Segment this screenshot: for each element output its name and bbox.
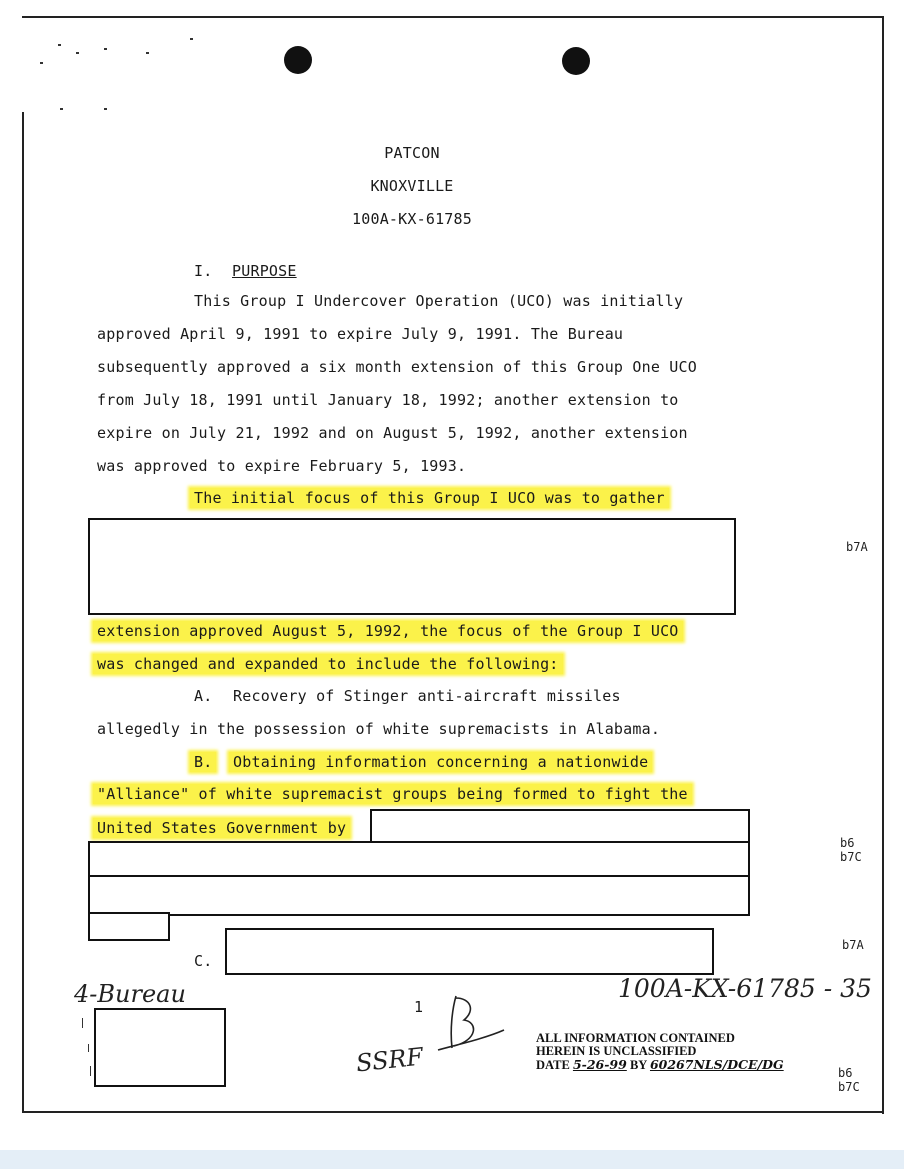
declassification-stamp — [536, 1032, 784, 1072]
header-title: PATCON — [384, 144, 440, 162]
item-line: allegedly in the possession of white supremacists in Alabama. — [97, 720, 661, 738]
scan-speck — [60, 108, 63, 110]
redaction-box — [88, 912, 170, 941]
paragraph-line: expire on July 21, 1992 and on August 5, 1992, another extension — [97, 424, 688, 442]
highlighted-line — [194, 489, 669, 507]
redaction-box — [94, 1008, 226, 1087]
stamp-line: ALL INFORMATION CONTAINED — [536, 1031, 735, 1045]
margin-mark — [82, 1018, 83, 1028]
section-numeral: I. — [194, 262, 213, 280]
exemption-code: b6 — [838, 1066, 853, 1080]
redaction-box — [225, 928, 714, 975]
highlighted-line — [97, 655, 563, 673]
highlight-text: was changed and expanded to include the following: — [93, 654, 563, 674]
margin-mark — [90, 1066, 91, 1076]
margin-mark — [88, 1044, 89, 1052]
stamp-by-label: BY — [629, 1058, 647, 1072]
scan-speck — [146, 52, 149, 54]
stamp-date-label: DATE — [536, 1058, 570, 1072]
header-office: KNOXVILLE — [370, 177, 454, 195]
punch-hole-icon — [562, 47, 590, 75]
item-label: C. — [194, 952, 213, 970]
exemption-code: b7A — [842, 938, 864, 952]
signature-icon — [430, 990, 510, 1060]
paragraph-line: approved April 9, 1991 to expire July 9, 1991. The Bureau — [97, 325, 624, 343]
redaction-box — [370, 809, 750, 844]
paragraph-line: subsequently approved a six month extension of this Group One UCO — [97, 358, 697, 376]
redaction-box — [88, 875, 750, 916]
handwritten-file-number: 100A-KX-61785 - 35 — [618, 974, 872, 1003]
highlighted-line — [97, 819, 350, 837]
highlight-text: Obtaining information concerning a nationwide — [229, 752, 652, 772]
item-line: Recovery of Stinger anti-aircraft missiles — [233, 687, 621, 705]
paragraph-line: was approved to expire February 5, 1993. — [97, 457, 467, 475]
highlighted-line — [194, 753, 216, 771]
header-file-number: 100A-KX-61785 — [352, 210, 472, 228]
exemption-code: b7A — [846, 540, 868, 554]
section-heading: PURPOSE — [232, 262, 297, 280]
highlight-text: The initial focus of this Group I UCO was to gather — [190, 488, 669, 508]
paragraph-line: from July 18, 1991 until January 18, 1992; another extension to — [97, 391, 679, 409]
bottom-band — [0, 1150, 904, 1169]
highlight-text: "Alliance" of white supremacist groups being formed to fight the — [93, 784, 692, 804]
exemption-code: b7C — [840, 850, 862, 864]
scan-speck — [40, 62, 43, 64]
page-border-right — [882, 16, 884, 1114]
highlighted-line — [97, 785, 692, 803]
scan-speck — [58, 44, 61, 46]
handwritten-initials: SSRF — [354, 1042, 425, 1078]
scan-speck — [104, 48, 107, 50]
highlighted-line — [97, 622, 683, 640]
highlight-text: extension approved August 5, 1992, the focus of the Group I UCO — [93, 621, 683, 641]
stamp-by-value: 60267NLS/DCE/DG — [649, 1057, 784, 1072]
scan-speck — [76, 52, 79, 54]
page-number: 1 — [414, 998, 424, 1016]
highlighted-line — [233, 753, 652, 771]
highlight-text: United States Government by — [93, 818, 350, 838]
stamp-date-value: 5-26-99 — [572, 1057, 627, 1072]
punch-hole-icon — [284, 46, 312, 74]
scan-speck — [104, 108, 107, 110]
page-border-left — [22, 112, 24, 1112]
exemption-code: b6 — [840, 836, 855, 850]
item-label: A. — [194, 687, 213, 705]
exemption-code: b7C — [838, 1080, 860, 1094]
redaction-box — [88, 518, 736, 615]
scan-speck — [190, 38, 193, 40]
paragraph-line: This Group I Undercover Operation (UCO) was initially — [194, 292, 684, 310]
page-border-bottom — [22, 1111, 884, 1113]
handwritten-bureau: 4-Bureau — [74, 980, 186, 1008]
stamp-date-line — [536, 1058, 784, 1072]
stamp-line: HEREIN IS UNCLASSIFIED — [536, 1044, 697, 1058]
highlight-text: B. — [190, 752, 216, 772]
redaction-box — [88, 841, 750, 878]
page-border-top — [22, 16, 884, 18]
